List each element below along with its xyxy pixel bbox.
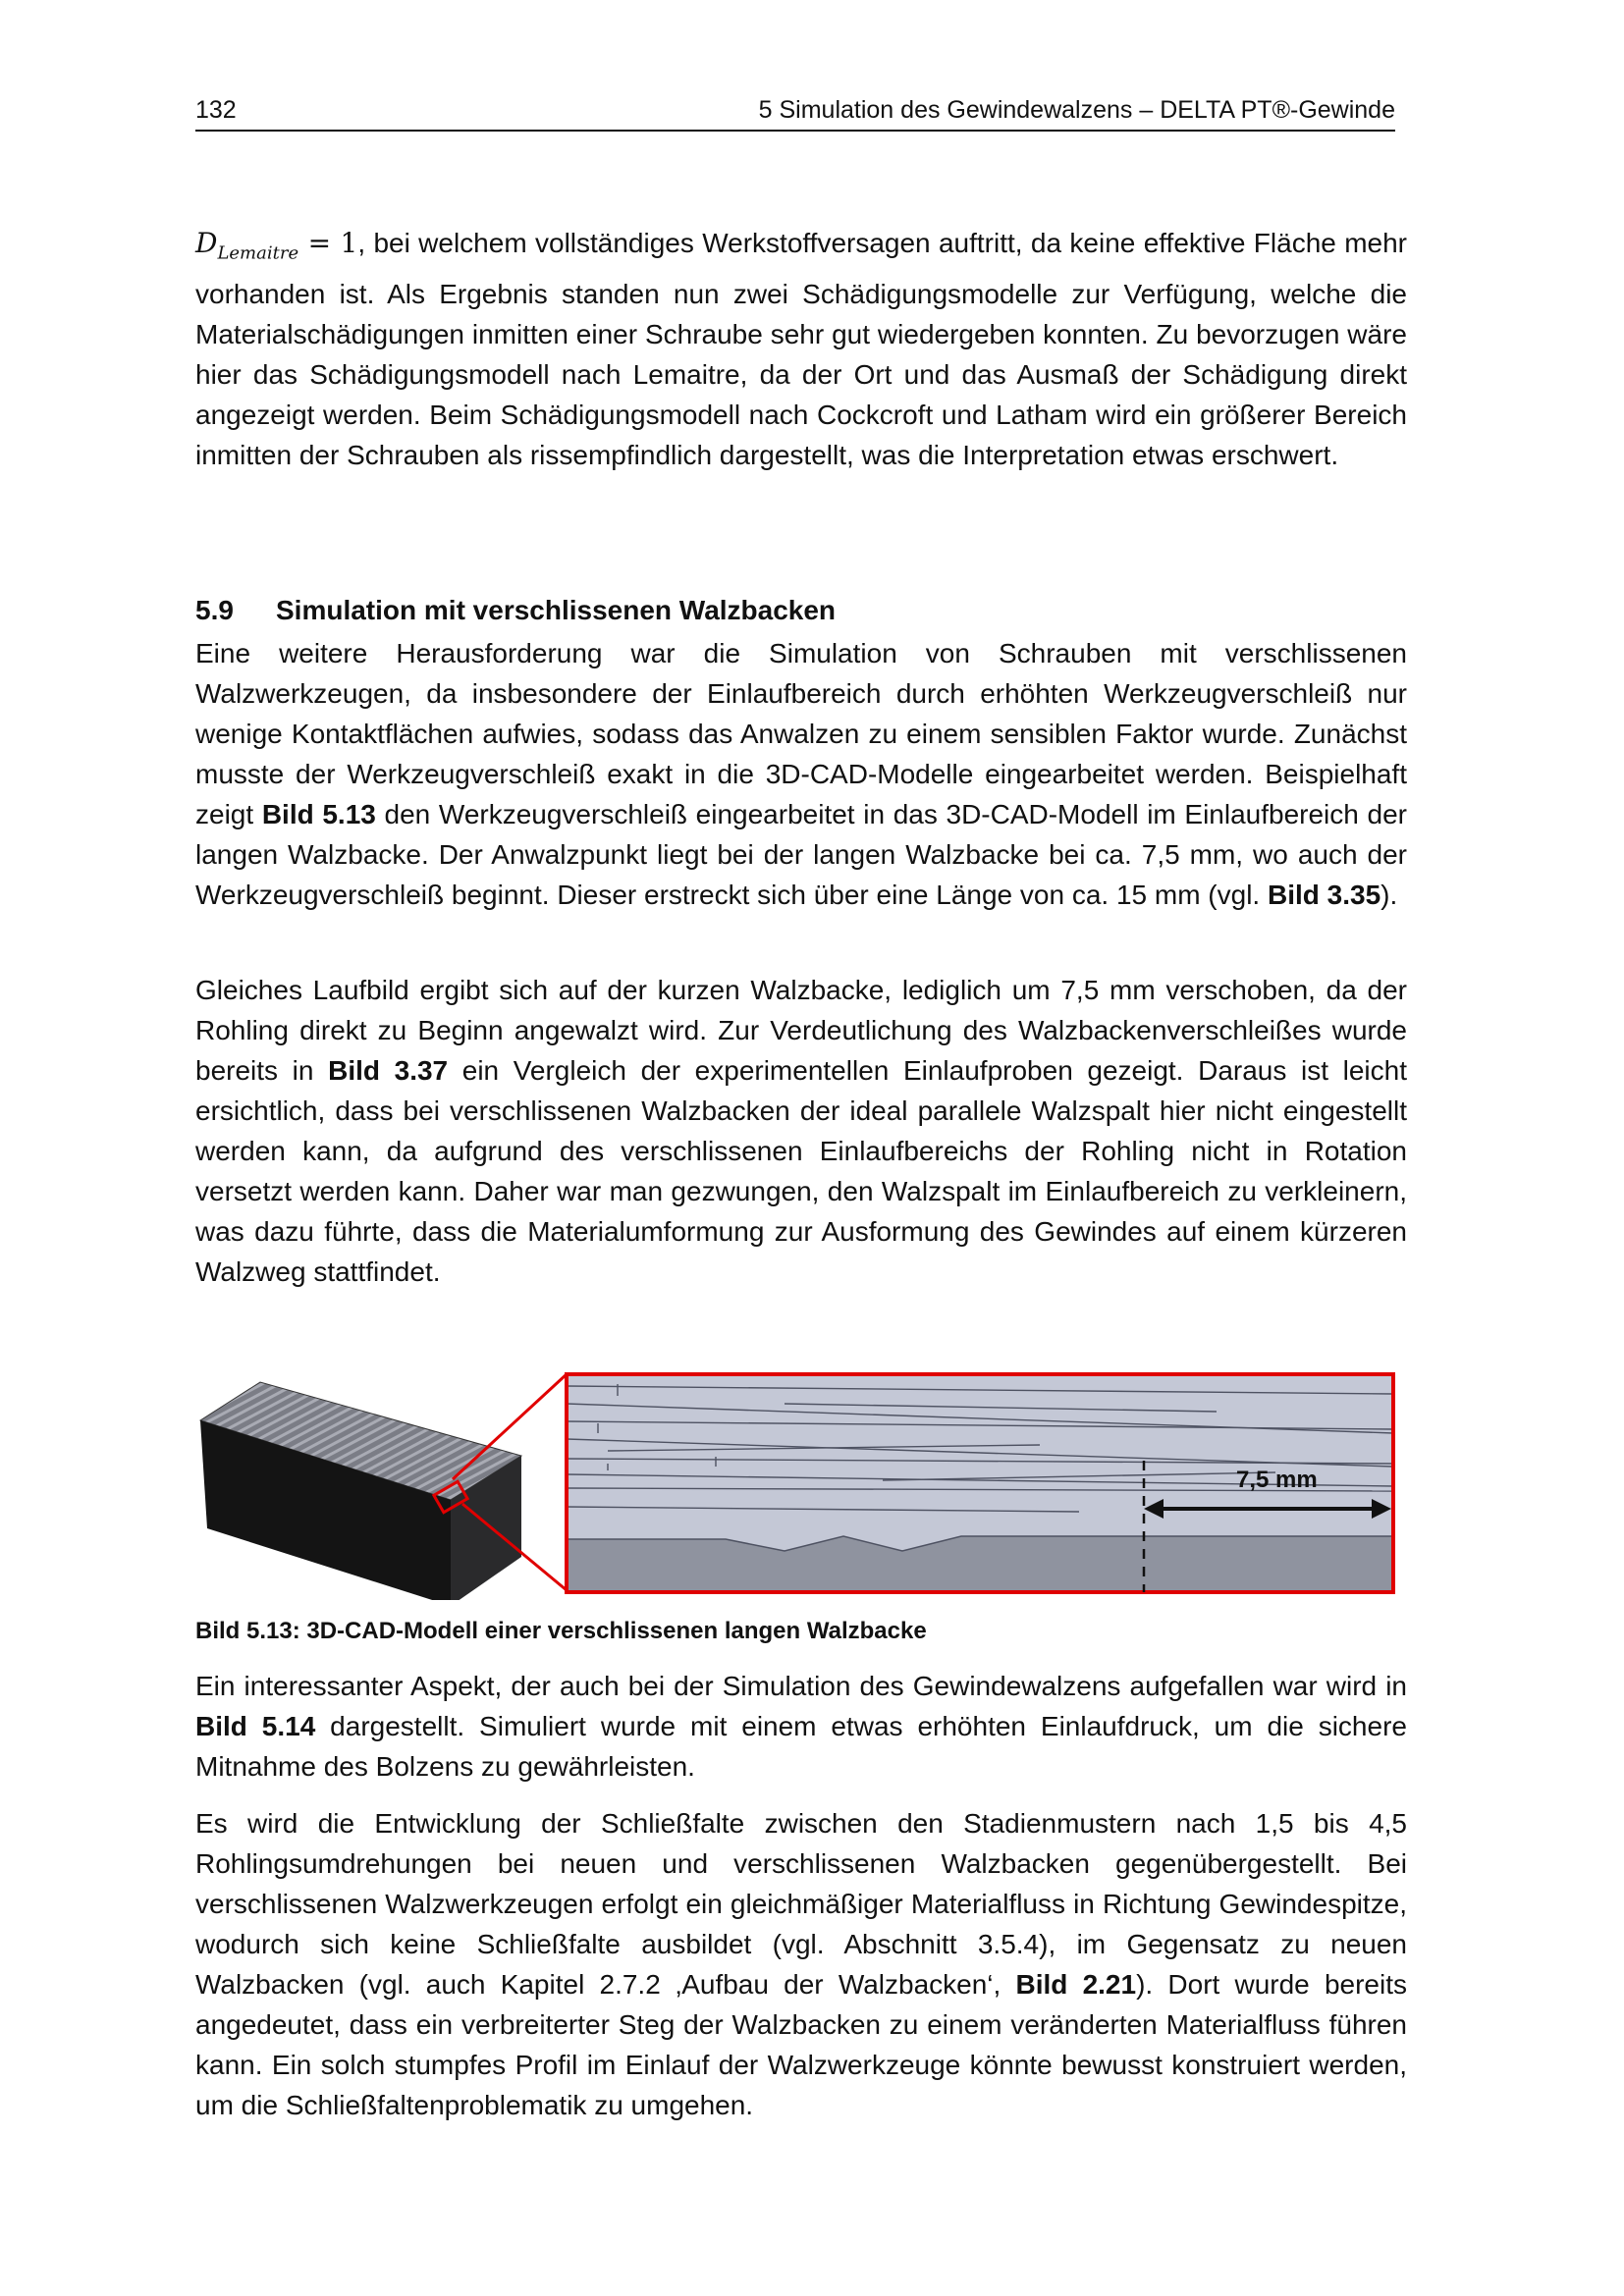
page-number: 132 [195, 96, 237, 124]
running-title: 5 Simulation des Gewindewalzens – DELTA PT®-Gewinde [758, 96, 1395, 124]
die-block-3d-model [200, 1382, 521, 1600]
figure-caption: Bild 5.13: 3D-CAD-Modell einer verschlissenen langen Walzbacke [195, 1618, 927, 1644]
paragraph-text: , bei welchem vollständiges Werkstoffversagen auftritt, da keine effektive Fläche mehr vorhanden ist. Als Ergebnis standen nun zwei Schädigungsmodelle zur Verfügung, welche die Materialschädigungen inmitten einer Schraube sehr gut wiedergeben konnten. Zu bevorzugen wäre hier das Schädigungsmodell nach Lemaitre, da der Ort und das Ausmaß der Schädigung direkt angezeigt werden. Beim Schädigungsmodell nach Cockcroft und Latham wird ein größerer Bereich inmitten der Schrauben als rissempfindlich dargestellt, was die Interpretation etwas erschwert. [195, 228, 1407, 470]
page-header [195, 96, 1395, 132]
figure-reference: Bild 2.21 [1015, 1969, 1137, 2000]
paragraph-short-die: Gleiches Laufbild ergibt sich auf der kurzen Walzbacke, lediglich um 7,5 mm verschoben, da der Rohling direkt zu Beginn angewalzt wird. Zur Verdeutlichung des Walzbackenverschleißes wurde bereits in Bild 3.37 ein Vergleich der experimentellen Einlaufproben gezeigt. Daraus ist leicht ersichtlich, dass bei verschlissenen Walzbacken der ideal parallele Walzspalt hier nicht eingestellt werden kann, da aufgrund des verschlissenen Einlaufbereichs der Rohling nicht in Rotation versetzt werden kann. Daher war man gezwungen, den Walzspalt im Einlaufbereich zu verkleinern, was dazu führte, dass die Materialumformung zur Ausformung des Gewindes auf einem kürzeren Walzweg stattfindet. [195, 975, 1407, 1287]
figure-5-13 [195, 1364, 1403, 1600]
detail-view [567, 1374, 1393, 1592]
section-heading [195, 595, 836, 626]
figure-reference: Bild 5.13 [261, 799, 376, 829]
math-symbol-d-lemaitre: $D_{Lemaitre} = 1$ [195, 227, 358, 264]
figure-reference: Bild 3.37 [328, 1055, 449, 1086]
figure-reference: Bild 3.35 [1267, 880, 1381, 910]
section-number: 5.9 [195, 595, 234, 625]
paragraph-damage-models [195, 223, 1407, 475]
figure-reference: Bild 5.14 [195, 1711, 316, 1741]
section-title: Simulation mit verschlissenen Walzbacken [276, 595, 837, 625]
dimension-label: 7,5 mm [1236, 1467, 1318, 1493]
paragraph-challenge: Eine weitere Herausforderung war die Simulation von Schrauben mit verschlissenen Walzwerkzeugen, da insbesondere der Einlaufbereich durch erhöhten Werkzeugverschleiß nur wenige Kontaktflächen aufwies, sodass das Anwalzen zu einem sensiblen Faktor wurde. Zunächst musste der Werkzeugverschleiß exakt in die 3D-CAD-Modelle eingearbeitet werden. Beispielhaft zeigt Bild 5.13 den Werkzeugverschleiß eingearbeitet in das 3D-CAD-Modell im Einlaufbereich der langen Walzbacke. Der Anwalzpunkt liegt bei der langen Walzbacke bei ca. 7,5 mm, wo auch der Werkzeugverschleiß beginnt. Dieser erstreckt sich über eine Länge von ca. 15 mm (vgl. Bild 3.35). [195, 638, 1407, 910]
paragraph-aspect: Ein interessanter Aspekt, der auch bei der Simulation des Gewindewalzens aufgefallen war wird in Bild 5.14 dargestellt. Simuliert wurde mit einem etwas erhöhten Einlaufdruck, um die sichere Mitnahme des Bolzens zu gewährleisten. [195, 1671, 1407, 1782]
paragraph-closing-fold: Es wird die Entwicklung der Schließfalte zwischen den Stadienmustern nach 1,5 bis 4,5 Rohlingsumdrehungen bei neuen und verschlissenen Walzbacken gegenübergestellt. Bei verschlissenen Walzwerkzeugen erfolgt ein gleichmäßiger Materialfluss in Richtung Gewindespitze, wodurch sich keine Schließfalte ausbildet (vgl. Abschnitt 3.5.4), im Gegensatz zu neuen Walzbacken (vgl. auch Kapitel 2.7.2 ‚Aufbau der Walzbacken‘, Bild 2.21). Dort wurde bereits angedeutet, dass ein verbreiterter Steg der Walzbacken zu einem veränderten Materialfluss führen kann. Ein solch stumpfes Profil im Einlauf der Walzwerkzeuge könnte bewusst konstruiert werden, um die Schließfaltenproblematik zu umgehen. [195, 1808, 1407, 2120]
figure-image [195, 1364, 1403, 1600]
